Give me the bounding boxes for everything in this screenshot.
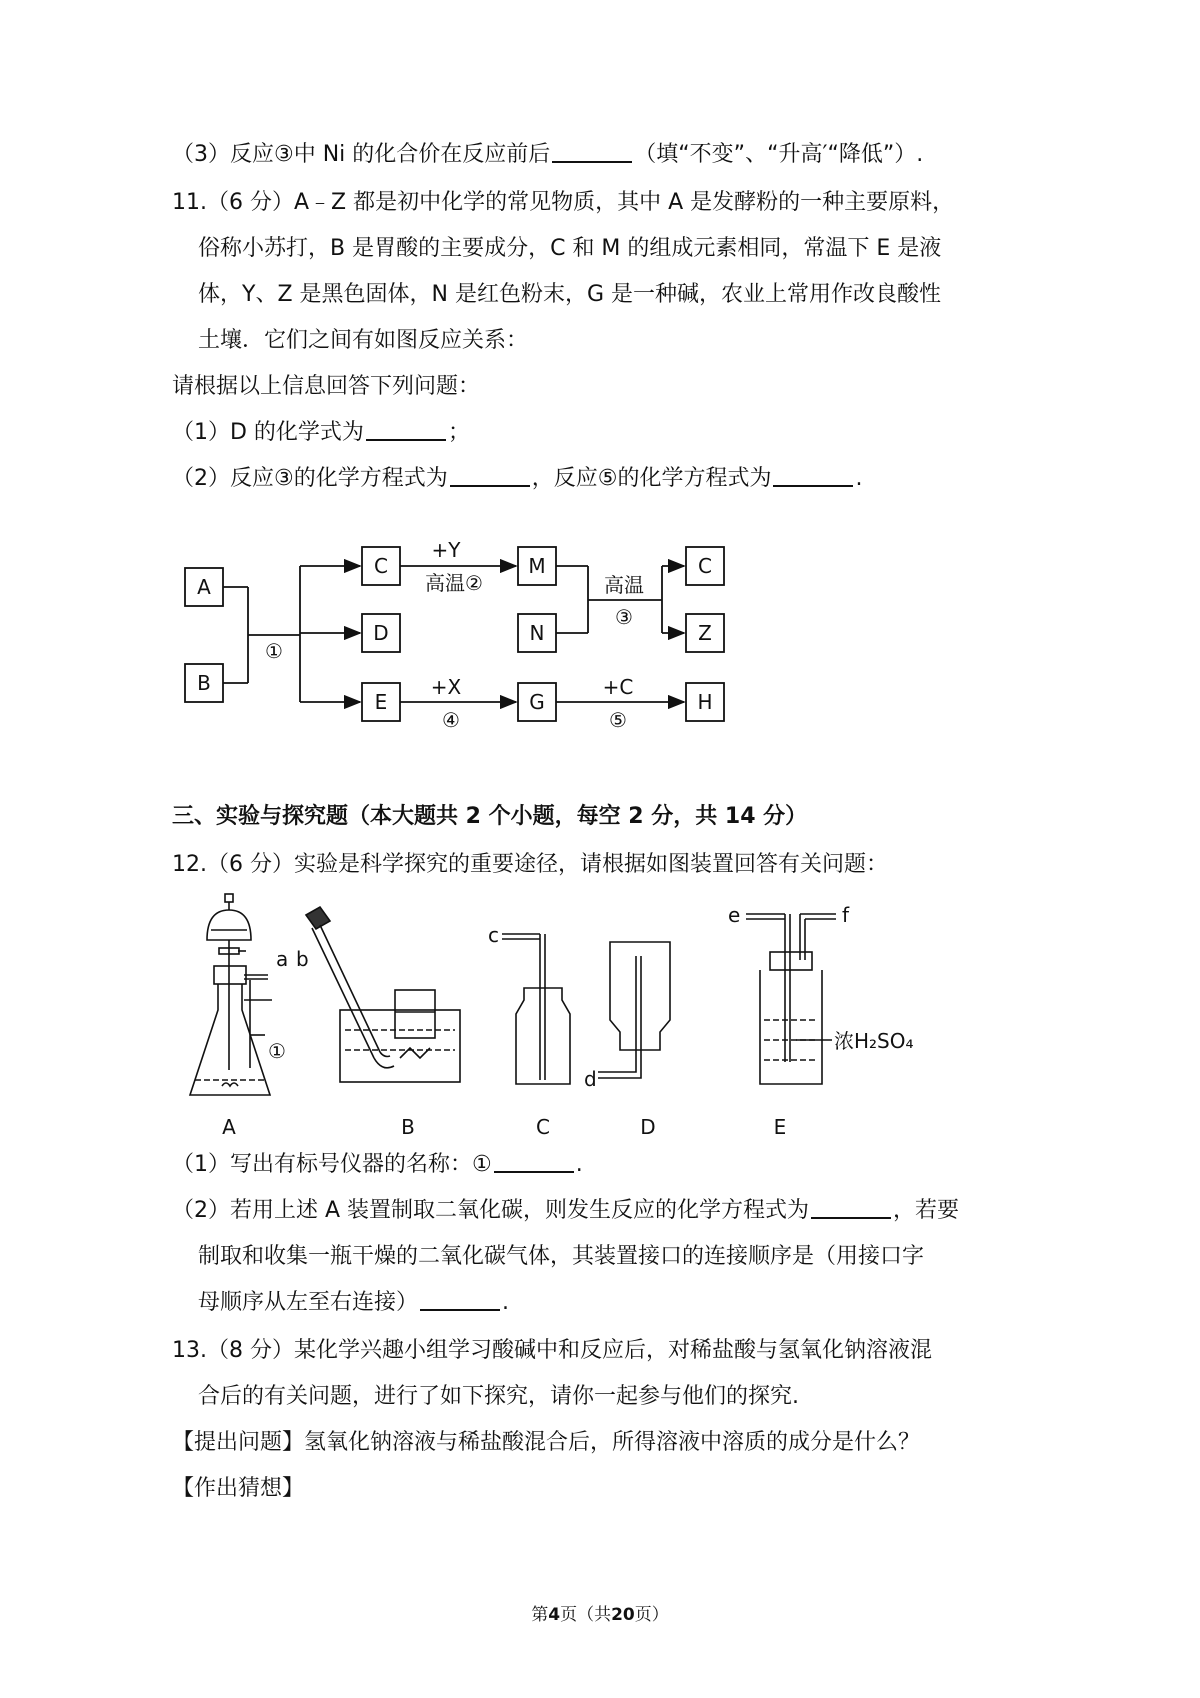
plus-c-label: +C bbox=[602, 675, 634, 699]
answer-blank[interactable] bbox=[494, 1151, 574, 1173]
label-apparatus-c: C bbox=[536, 1115, 550, 1139]
q13-line1: 13.（8 分）某化学兴趣小组学习酸碱中和反应后，对稀盐酸与氢氧化钠溶液混 bbox=[172, 1338, 932, 1363]
answer-blank[interactable] bbox=[811, 1197, 891, 1219]
label-a: A bbox=[197, 575, 211, 599]
q12-part2: （2）若用上述 A 装置制取二氧化碳，则发生反应的化学方程式为 ，若要 bbox=[172, 1198, 960, 1223]
label-e: E bbox=[374, 690, 388, 714]
q10-part3: （3）反应③中 Ni 的化合价在反应前后 （填“不变”、“升高′“降低”）. bbox=[172, 142, 924, 167]
page-footer: 第4页（共20页） bbox=[531, 1605, 669, 1625]
port-e: e bbox=[728, 903, 741, 927]
label-z: Z bbox=[698, 621, 712, 645]
apparatus-e bbox=[746, 914, 836, 1084]
port-a: a bbox=[276, 947, 289, 971]
label-m: M bbox=[528, 554, 546, 578]
apparatus-d bbox=[598, 942, 670, 1078]
apparatus-a bbox=[190, 894, 272, 1095]
port-b: b bbox=[296, 947, 309, 971]
q11-line1: 11.（6 分）A﹣Z 都是初中化学的常见物质，其中 A 是发酵粉的一种主要原料， bbox=[172, 190, 955, 215]
q12-part2-line3: 母顺序从左至右连接） . bbox=[198, 1290, 510, 1315]
marker-1: ① bbox=[268, 1039, 286, 1063]
q11-line4: 土壤．它们之间有如图反应关系： bbox=[198, 328, 529, 353]
label-d: D bbox=[373, 621, 389, 645]
q11-part1: （1）D 的化学式为 ； bbox=[172, 420, 470, 445]
label-n: N bbox=[529, 621, 545, 645]
reaction-flow-diagram bbox=[0, 0, 1200, 760]
gaowen-2-label: 高温② bbox=[425, 571, 483, 595]
apparatus-b bbox=[306, 907, 460, 1082]
q11-part2: （2）反应③的化学方程式为 ，反应⑤的化学方程式为 . bbox=[172, 466, 863, 491]
page-number: 4 bbox=[548, 1605, 561, 1625]
plus-x-label: +X bbox=[430, 675, 462, 699]
reaction-4-label: ④ bbox=[442, 708, 460, 732]
q13-line3: 【提出问题】氢氧化钠溶液与稀盐酸混合后，所得溶液中溶质的成分是什么？ bbox=[172, 1430, 921, 1455]
apparatus-c bbox=[502, 934, 570, 1084]
q13-line2: 合后的有关问题，进行了如下探究，请你一起参与他们的探究. bbox=[198, 1384, 799, 1409]
label-h: H bbox=[697, 690, 713, 714]
q11-line5: 请根据以上信息回答下列问题： bbox=[172, 374, 481, 399]
label-b: B bbox=[197, 671, 211, 695]
label-apparatus-e: E bbox=[773, 1115, 787, 1139]
port-c: c bbox=[488, 923, 499, 947]
label-c1: C bbox=[374, 554, 388, 578]
section-3-heading: 三、实验与探究题（本大题共 2 个小题，每空 2 分，共 14 分） bbox=[172, 804, 808, 829]
q11-line2: 俗称小苏打，B 是胃酸的主要成分，C 和 M 的组成元素相同，常温下 E 是液 bbox=[198, 236, 942, 261]
reaction-3-label: ③ bbox=[615, 605, 633, 629]
label-c2: C bbox=[698, 554, 712, 578]
reaction-1-label: ① bbox=[265, 639, 283, 663]
port-f: f bbox=[842, 903, 850, 927]
apparatus-diagram bbox=[0, 890, 1200, 1150]
answer-blank[interactable] bbox=[420, 1289, 500, 1311]
plus-y-label: +Y bbox=[431, 538, 461, 562]
conc-h2so4-label: 浓H₂SO₄ bbox=[834, 1029, 914, 1053]
q12-part2-line2: 制取和收集一瓶干燥的二氧化碳气体，其装置接口的连接顺序是（用接口字 bbox=[198, 1244, 925, 1269]
q11-line3: 体，Y、Z 是黑色固体，N 是红色粉末，G 是一种碱，农业上常用作改良酸性 bbox=[198, 282, 941, 307]
label-apparatus-a: A bbox=[222, 1115, 236, 1139]
q12-line1: 12.（6 分）实验是科学探究的重要途径，请根据如图装置回答有关问题： bbox=[172, 852, 888, 877]
page-total: 20 bbox=[611, 1605, 635, 1625]
reaction-5-label: ⑤ bbox=[609, 708, 627, 732]
gaowen-3-label: 高温 bbox=[604, 573, 644, 597]
label-apparatus-b: B bbox=[401, 1115, 415, 1139]
q12-part1: （1）写出有标号仪器的名称：① . bbox=[172, 1152, 583, 1177]
q13-line4: 【作出猜想】 bbox=[172, 1476, 305, 1501]
port-d: d bbox=[584, 1067, 597, 1091]
label-apparatus-d: D bbox=[640, 1115, 656, 1139]
label-g: G bbox=[529, 690, 545, 714]
